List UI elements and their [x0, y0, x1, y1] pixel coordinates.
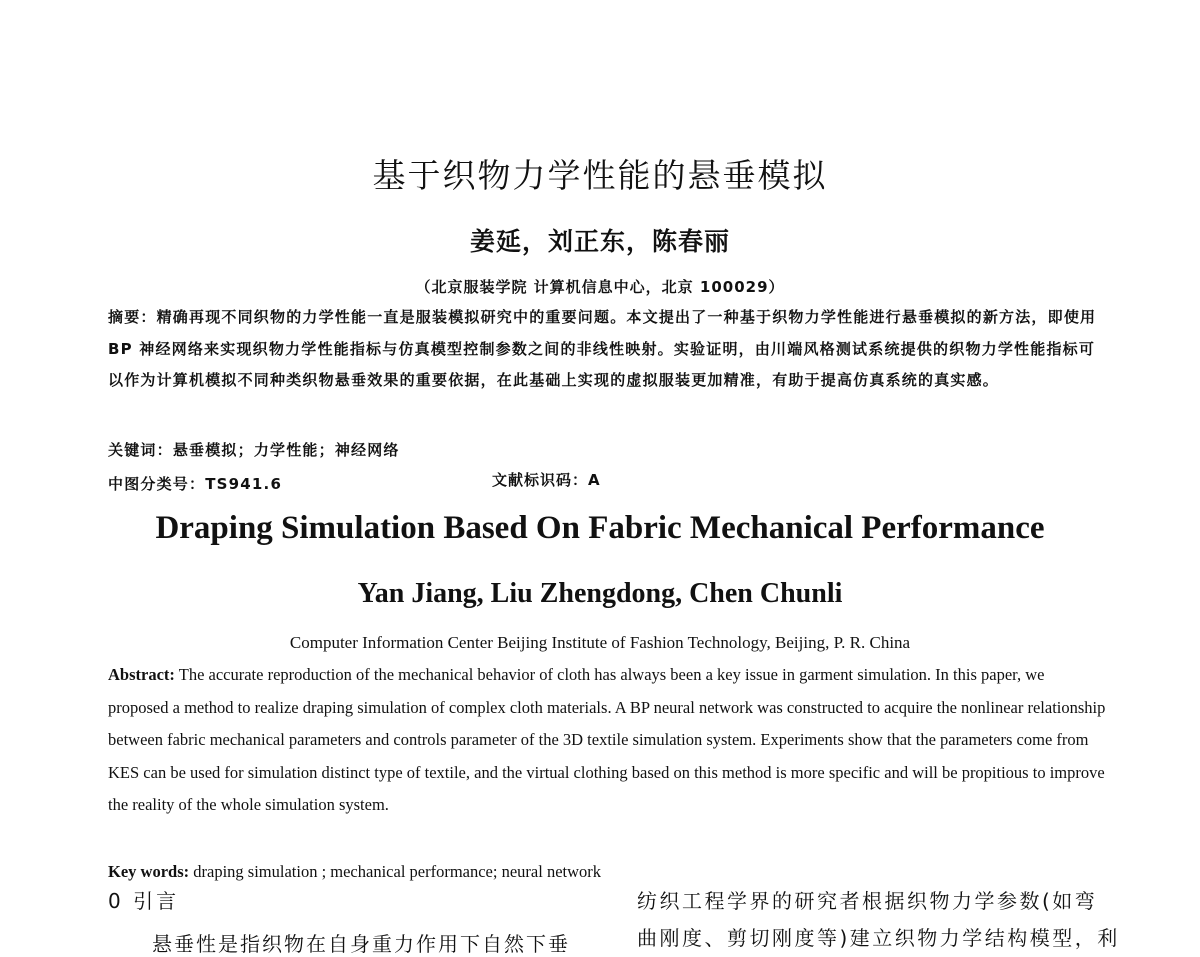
- chinese-title: 基于织物力学性能的悬垂模拟: [372, 156, 828, 195]
- body-right-column: [637, 883, 1120, 957]
- english-affiliation: Computer Information Center Beijing Institute of Fashion Technology, Beijing, P. R. China: [289, 633, 911, 652]
- document-code-value: A: [588, 471, 601, 489]
- chinese-keywords: [108, 435, 1108, 467]
- classification-label: 中图分类号：: [108, 475, 206, 493]
- chinese-authors: 姜延，刘正东，陈春丽: [469, 227, 730, 256]
- body-left-column-line: 悬垂性是指织物在自身重力作用下自然下垂: [152, 932, 570, 956]
- body-right-line: 曲刚度、剪切刚度等)建立织物力学结构模型，利: [637, 926, 1120, 950]
- chinese-keywords-label: 关键词：: [108, 441, 173, 459]
- english-abstract-text: The accurate reproduction of the mechanical behavior of cloth has always been a key issue in garment simulation. In this paper, we proposed a method to realize draping simulation of complex cloth materials. A BP neural network was constructed to acquire the nonlinear relationship between fabric mechanical parameters and controls parameter of the 3D textile simulation system. Experiments show that the parameters come from KES can be used for simulation distinct type of textile, and the virtual clothing based on this method is more specific and will be propitious to improve the reality of the whole simulation system.: [108, 665, 1106, 815]
- english-title: Draping Simulation Based On Fabric Mechanical Performance: [155, 510, 1045, 546]
- document-code-label: 文献标识码：: [492, 471, 589, 489]
- section-heading: 0 引言: [108, 889, 180, 913]
- english-keywords-text: draping simulation ; mechanical performance; neural network: [193, 862, 602, 881]
- english-authors: Yan Jiang, Liu Zhengdong, Chen Chunli: [357, 578, 843, 609]
- body-right-line: 纺织工程学界的研究者根据织物力学参数(如弯: [637, 889, 1098, 913]
- classification-number: [108, 469, 448, 501]
- english-abstract: [108, 659, 1108, 822]
- classification-value: TS941.6: [205, 475, 283, 493]
- chinese-abstract-text: 精确再现不同织物的力学性能一直是服装模拟研究中的重要问题。本文提出了一种基于织物力学性能进行悬垂模拟的新方法，即使用 BP 神经网络来实现织物力学性能指标与仿真模型控制参数之间的非线性映射。实验证明，由川端风格测试系统提供的织物力学性能指标可以作为计算机模拟不同种类织物悬垂效果的重要依据，在此基础上实现的虚拟服装更加精准，有助于提高仿真系统的真实感。: [108, 308, 1097, 390]
- chinese-abstract-label: 摘要：: [108, 308, 157, 326]
- english-keywords-label: Key words:: [108, 862, 190, 881]
- chinese-abstract: [108, 302, 1108, 397]
- chinese-keywords-text: 悬垂模拟；力学性能；神经网络: [172, 441, 400, 459]
- english-abstract-label: Abstract:: [108, 665, 175, 684]
- document-code: [492, 469, 601, 490]
- chinese-affiliation: （北京服装学院 计算机信息中心，北京 100029）: [415, 278, 785, 296]
